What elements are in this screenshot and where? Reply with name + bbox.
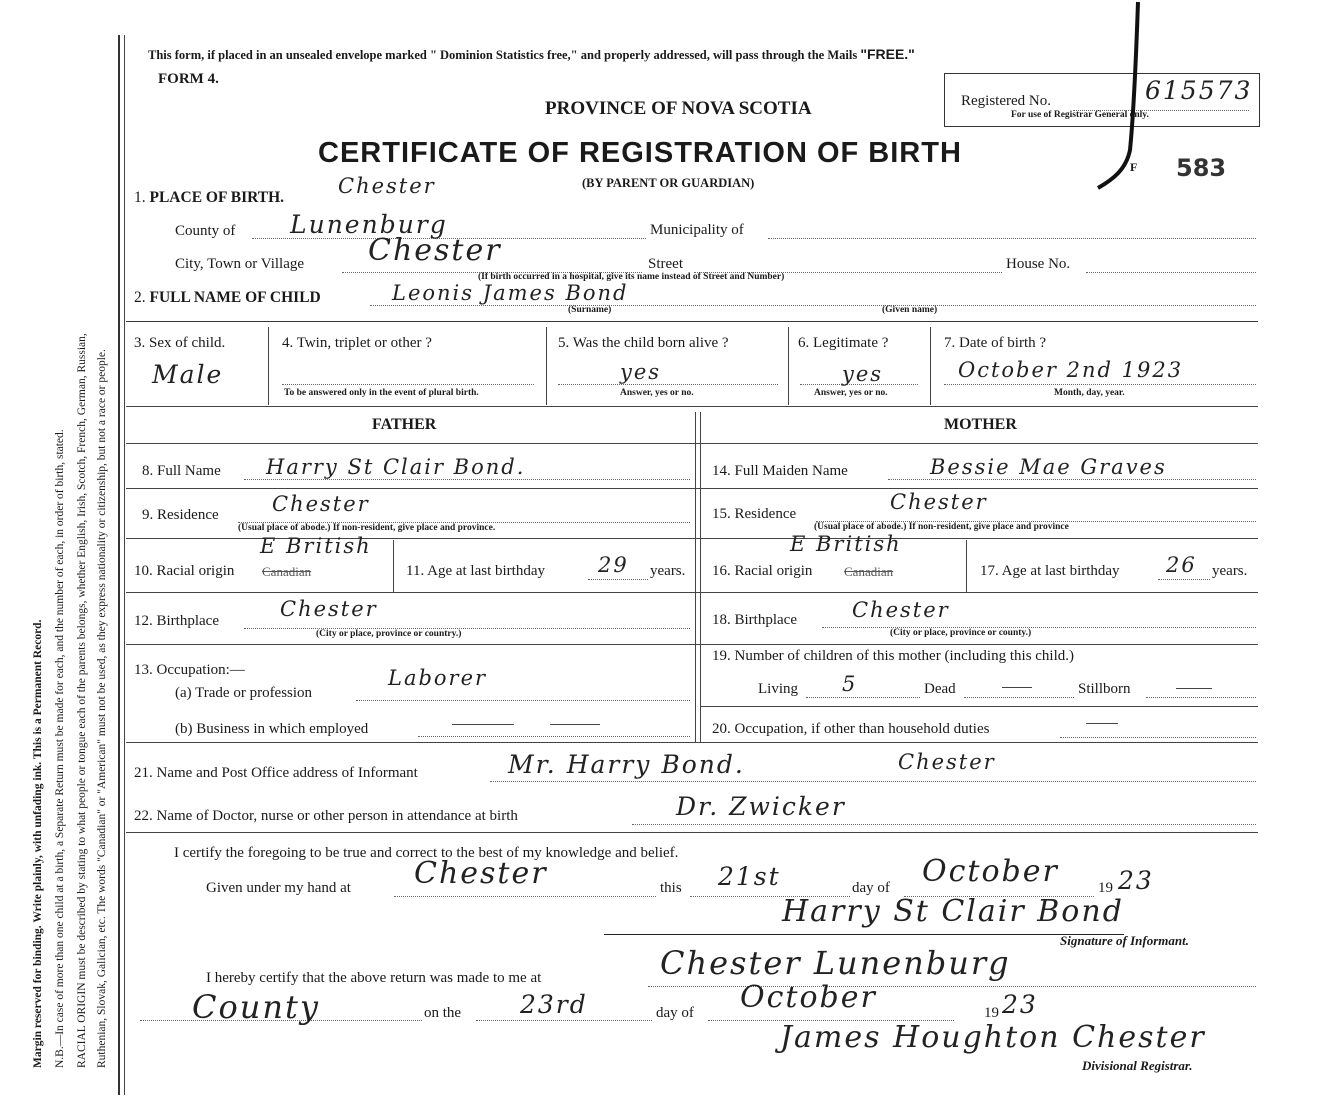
father-heading: FATHER	[372, 416, 437, 433]
mother-occupation-dash	[1086, 723, 1118, 724]
mother-age-label: 17. Age at last birthday	[980, 563, 1120, 579]
mother-birthplace-label: 18. Birthplace	[712, 612, 797, 628]
father-age-line	[588, 579, 648, 580]
mail-free: "FREE."	[860, 46, 915, 62]
dob-note: Month, day, year.	[1054, 388, 1125, 398]
given-line	[394, 896, 656, 897]
mother-occupation-line	[1060, 737, 1256, 738]
margin-note-racial-origin-2: Ruthenian, Slovak, Galician, etc. The words "Canadian" or "American" must not be used, as they express nationality or citizenship, but not a race or people.	[96, 349, 108, 1068]
trade-value: Laborer	[388, 666, 488, 690]
county-value: Lunenburg	[290, 210, 448, 239]
row-rule-mid	[126, 406, 1258, 407]
living-line	[806, 697, 920, 698]
place-of-birth-value: Chester	[338, 174, 436, 198]
certify-day: 21st	[718, 862, 781, 891]
dead-dash	[1002, 687, 1032, 688]
father-age-unit: years.	[650, 563, 686, 579]
rule-after-doctor	[126, 832, 1258, 833]
rule-p1	[126, 443, 1258, 444]
mail-notice-text: This form, if placed in an unsealed envelope marked " Dominion Statistics free," and properly addressed, will pass through the Mails	[148, 48, 858, 62]
dob-label: 7. Date of birth ?	[944, 335, 1047, 351]
mail-notice	[148, 46, 915, 63]
mother-name-value: Bessie Mae Graves	[930, 455, 1167, 479]
sex-value: Male	[152, 360, 224, 389]
business-dash	[452, 724, 514, 725]
informant-line	[490, 781, 1256, 782]
mother-birthplace-line	[822, 627, 1256, 628]
mother-birthplace-note: (City or place, province or county.)	[890, 628, 1032, 638]
living-label: Living	[758, 681, 798, 697]
city-value: Chester	[368, 233, 502, 268]
certify-year-prefix: 19	[1098, 880, 1113, 896]
alive-line	[558, 384, 778, 385]
rule-p4	[126, 592, 1258, 593]
margin-rule-outer	[118, 35, 120, 1095]
sex-label: 3. Sex of child.	[134, 335, 226, 351]
mother-residence-value: Chester	[890, 490, 988, 514]
stillborn-line	[1146, 697, 1256, 698]
child-name-label: 2. FULL NAME OF CHILD	[134, 289, 321, 306]
col-rule-4	[930, 327, 931, 405]
given-place: Chester	[414, 856, 548, 891]
registrar-year-prefix: 19	[984, 1005, 999, 1021]
col-rule-3	[788, 327, 789, 405]
father-birthplace-note: (City or place, province or country.)	[316, 629, 462, 639]
mother-heading: MOTHER	[944, 416, 1017, 433]
legitimate-value: yes	[842, 362, 884, 386]
registrar-place: Chester Lunenburg	[660, 944, 1011, 982]
informant-signature: Harry St Clair Bond	[782, 894, 1124, 929]
municipality-line	[768, 238, 1256, 239]
mother-birthplace-value: Chester	[852, 598, 950, 622]
child-name-value: Leonis James Bond	[392, 281, 629, 305]
mother-age-line	[1158, 579, 1210, 580]
trade-line	[356, 700, 690, 701]
children-count-label: 19. Number of children of this mother (including this child.)	[712, 648, 1075, 664]
house-line	[1086, 272, 1256, 273]
margin-rule-inner	[124, 35, 125, 1095]
given-label: Given under my hand at	[206, 880, 351, 896]
trade-label: (a) Trade or profession	[175, 685, 313, 701]
informant-label: 21. Name and Post Office address of Informant	[134, 765, 418, 781]
twin-note: To be answered only in the event of plural birth.	[284, 388, 479, 398]
father-age-label: 11. Age at last birthday	[406, 563, 545, 579]
doctor-line	[632, 824, 1256, 825]
father-occupation-label: 13. Occupation:—	[134, 662, 245, 678]
surname-note: (Surname)	[568, 305, 612, 315]
father-name-line	[244, 479, 690, 480]
doctor-value: Dr. Zwicker	[676, 792, 846, 821]
form-number: FORM 4.	[158, 71, 219, 87]
this-label: this	[660, 880, 682, 896]
father-residence-note: (Usual place of abode.) If non-resident, give place and province.	[238, 523, 496, 533]
legitimate-note: Answer, yes or no.	[814, 388, 888, 398]
business-line	[418, 736, 690, 737]
row-rule-top	[126, 321, 1258, 322]
municipality-label: Municipality of	[650, 222, 744, 238]
registrar-month: October	[740, 980, 877, 1015]
mother-age-value: 26	[1166, 553, 1197, 577]
county-label: County of	[175, 223, 236, 239]
margin-note-multiple-birth: N.B.—In case of more than one child at a birth, a Separate Return must be made for each, and the number of each, in order of birth, stated.	[54, 429, 66, 1068]
stillborn-label: Stillborn	[1078, 681, 1131, 697]
mother-occupation-label: 20. Occupation, if other than household duties	[712, 721, 990, 737]
father-birthplace-value: Chester	[280, 597, 378, 621]
registrar-county: County	[192, 988, 320, 1026]
father-racial-label: 10. Racial origin	[134, 563, 235, 579]
certify-dayof-label: day of	[852, 880, 890, 896]
parents-divider-2	[700, 412, 701, 742]
father-racial-struck: Canadian	[262, 564, 312, 579]
registration-label: Registered No.	[961, 93, 1051, 109]
mother-name-label: 14. Full Maiden Name	[712, 463, 848, 479]
twin-line	[282, 384, 534, 385]
father-name-value: Harry St Clair Bond.	[266, 455, 526, 479]
informant-signature-line	[604, 934, 1124, 935]
stillborn-dash	[1176, 688, 1212, 689]
registrar-on-label: on the	[424, 1005, 462, 1021]
mother-age-unit: years.	[1212, 563, 1248, 579]
legitimate-label: 6. Legitimate ?	[798, 335, 889, 351]
living-value: 5	[842, 672, 858, 696]
mother-racial-struck: Canadian	[844, 564, 894, 579]
mother-racial-label: 16. Racial origin	[712, 563, 813, 579]
informant-place: Chester	[898, 750, 996, 774]
place-of-birth-label: 1. PLACE OF BIRTH.	[134, 189, 285, 206]
father-birthplace-line	[244, 628, 690, 629]
mother-racial-value: E British	[790, 532, 902, 556]
corner-number: 583	[1176, 154, 1227, 182]
father-residence-value: Chester	[272, 492, 370, 516]
registration-number: 615573	[1145, 76, 1253, 105]
registrar-dayof-label: day of	[656, 1005, 694, 1021]
father-racial-value: E British	[260, 534, 372, 558]
father-name-label: 8. Full Name	[142, 463, 221, 479]
registration-note: For use of Registrar General only.	[1011, 110, 1149, 120]
registrar-day-line	[476, 1020, 652, 1021]
rule-p6	[700, 706, 1258, 707]
mother-name-line	[888, 479, 1256, 480]
racial-divider-father	[393, 540, 394, 592]
street-label: Street	[648, 256, 683, 272]
doctor-label: 22. Name of Doctor, nurse or other person in attendance at birth	[134, 808, 518, 824]
registrar-day: 23rd	[520, 990, 588, 1019]
certify-year: 23	[1118, 866, 1154, 895]
dob-line	[944, 384, 1256, 385]
col-rule-1	[268, 327, 269, 405]
dob-value: October 2nd 1923	[958, 358, 1184, 382]
father-age-value: 29	[598, 553, 629, 577]
business-label: (b) Business in which employed	[175, 721, 369, 737]
rule-p2	[126, 488, 1258, 489]
stamp-mark: F	[1130, 160, 1138, 174]
dead-label: Dead	[924, 681, 956, 697]
alive-label: 5. Was the child born alive ?	[558, 335, 729, 351]
hospital-note: (If birth occurred in a hospital, give its name instead of Street and Number)	[478, 272, 785, 282]
margin-note-permanent: Margin reserved for binding. Write plainly, with unfading ink. This is a Permanent Record.	[32, 619, 44, 1068]
dead-line	[964, 697, 1074, 698]
city-label: City, Town or Village	[175, 256, 305, 272]
document-title: CERTIFICATE OF REGISTRATION OF BIRTH	[318, 137, 962, 169]
father-residence-label: 9. Residence	[142, 507, 219, 523]
parents-divider-1	[695, 412, 696, 742]
certify-statement: I certify the foregoing to be true and correct to the best of my knowledge and belief.	[174, 845, 679, 861]
informant-signature-caption: Signature of Informant.	[1060, 933, 1189, 948]
informant-value: Mr. Harry Bond.	[508, 750, 745, 779]
racial-divider-mother	[966, 540, 967, 592]
house-label: House No.	[1006, 256, 1071, 272]
child-name-line	[370, 305, 1256, 306]
document-subtitle: (BY PARENT OR GUARDIAN)	[582, 176, 755, 190]
registrar-signature: James Houghton Chester	[780, 1020, 1206, 1055]
rule-p7	[126, 742, 1258, 743]
father-birthplace-label: 12. Birthplace	[134, 613, 219, 629]
ink-stroke	[1090, 0, 1150, 200]
margin-note-racial-origin: RACIAL ORIGIN must be described by stating to what people or tongue each of the parents belongs, whether English, Irish, Scotch, French, German, Russian,	[76, 333, 88, 1068]
given-name-note: (Given name)	[882, 305, 938, 315]
alive-note: Answer, yes or no.	[620, 388, 694, 398]
province-title: PROVINCE OF NOVA SCOTIA	[545, 98, 812, 119]
col-rule-2	[546, 327, 547, 405]
mother-residence-note: (Usual place of abode.) If non-resident, give place and province	[814, 522, 1069, 532]
registrar-caption: Divisional Registrar.	[1082, 1058, 1193, 1073]
certify-month: October	[922, 854, 1059, 889]
business-dash-2	[550, 724, 600, 725]
registrar-year: 23	[1002, 990, 1038, 1019]
registrar-statement: I hereby certify that the above return was made to me at	[206, 970, 542, 986]
twin-label: 4. Twin, triplet or other ?	[282, 335, 432, 351]
alive-value: yes	[620, 360, 662, 384]
mother-residence-label: 15. Residence	[712, 506, 797, 522]
rule-p5	[126, 644, 1258, 645]
